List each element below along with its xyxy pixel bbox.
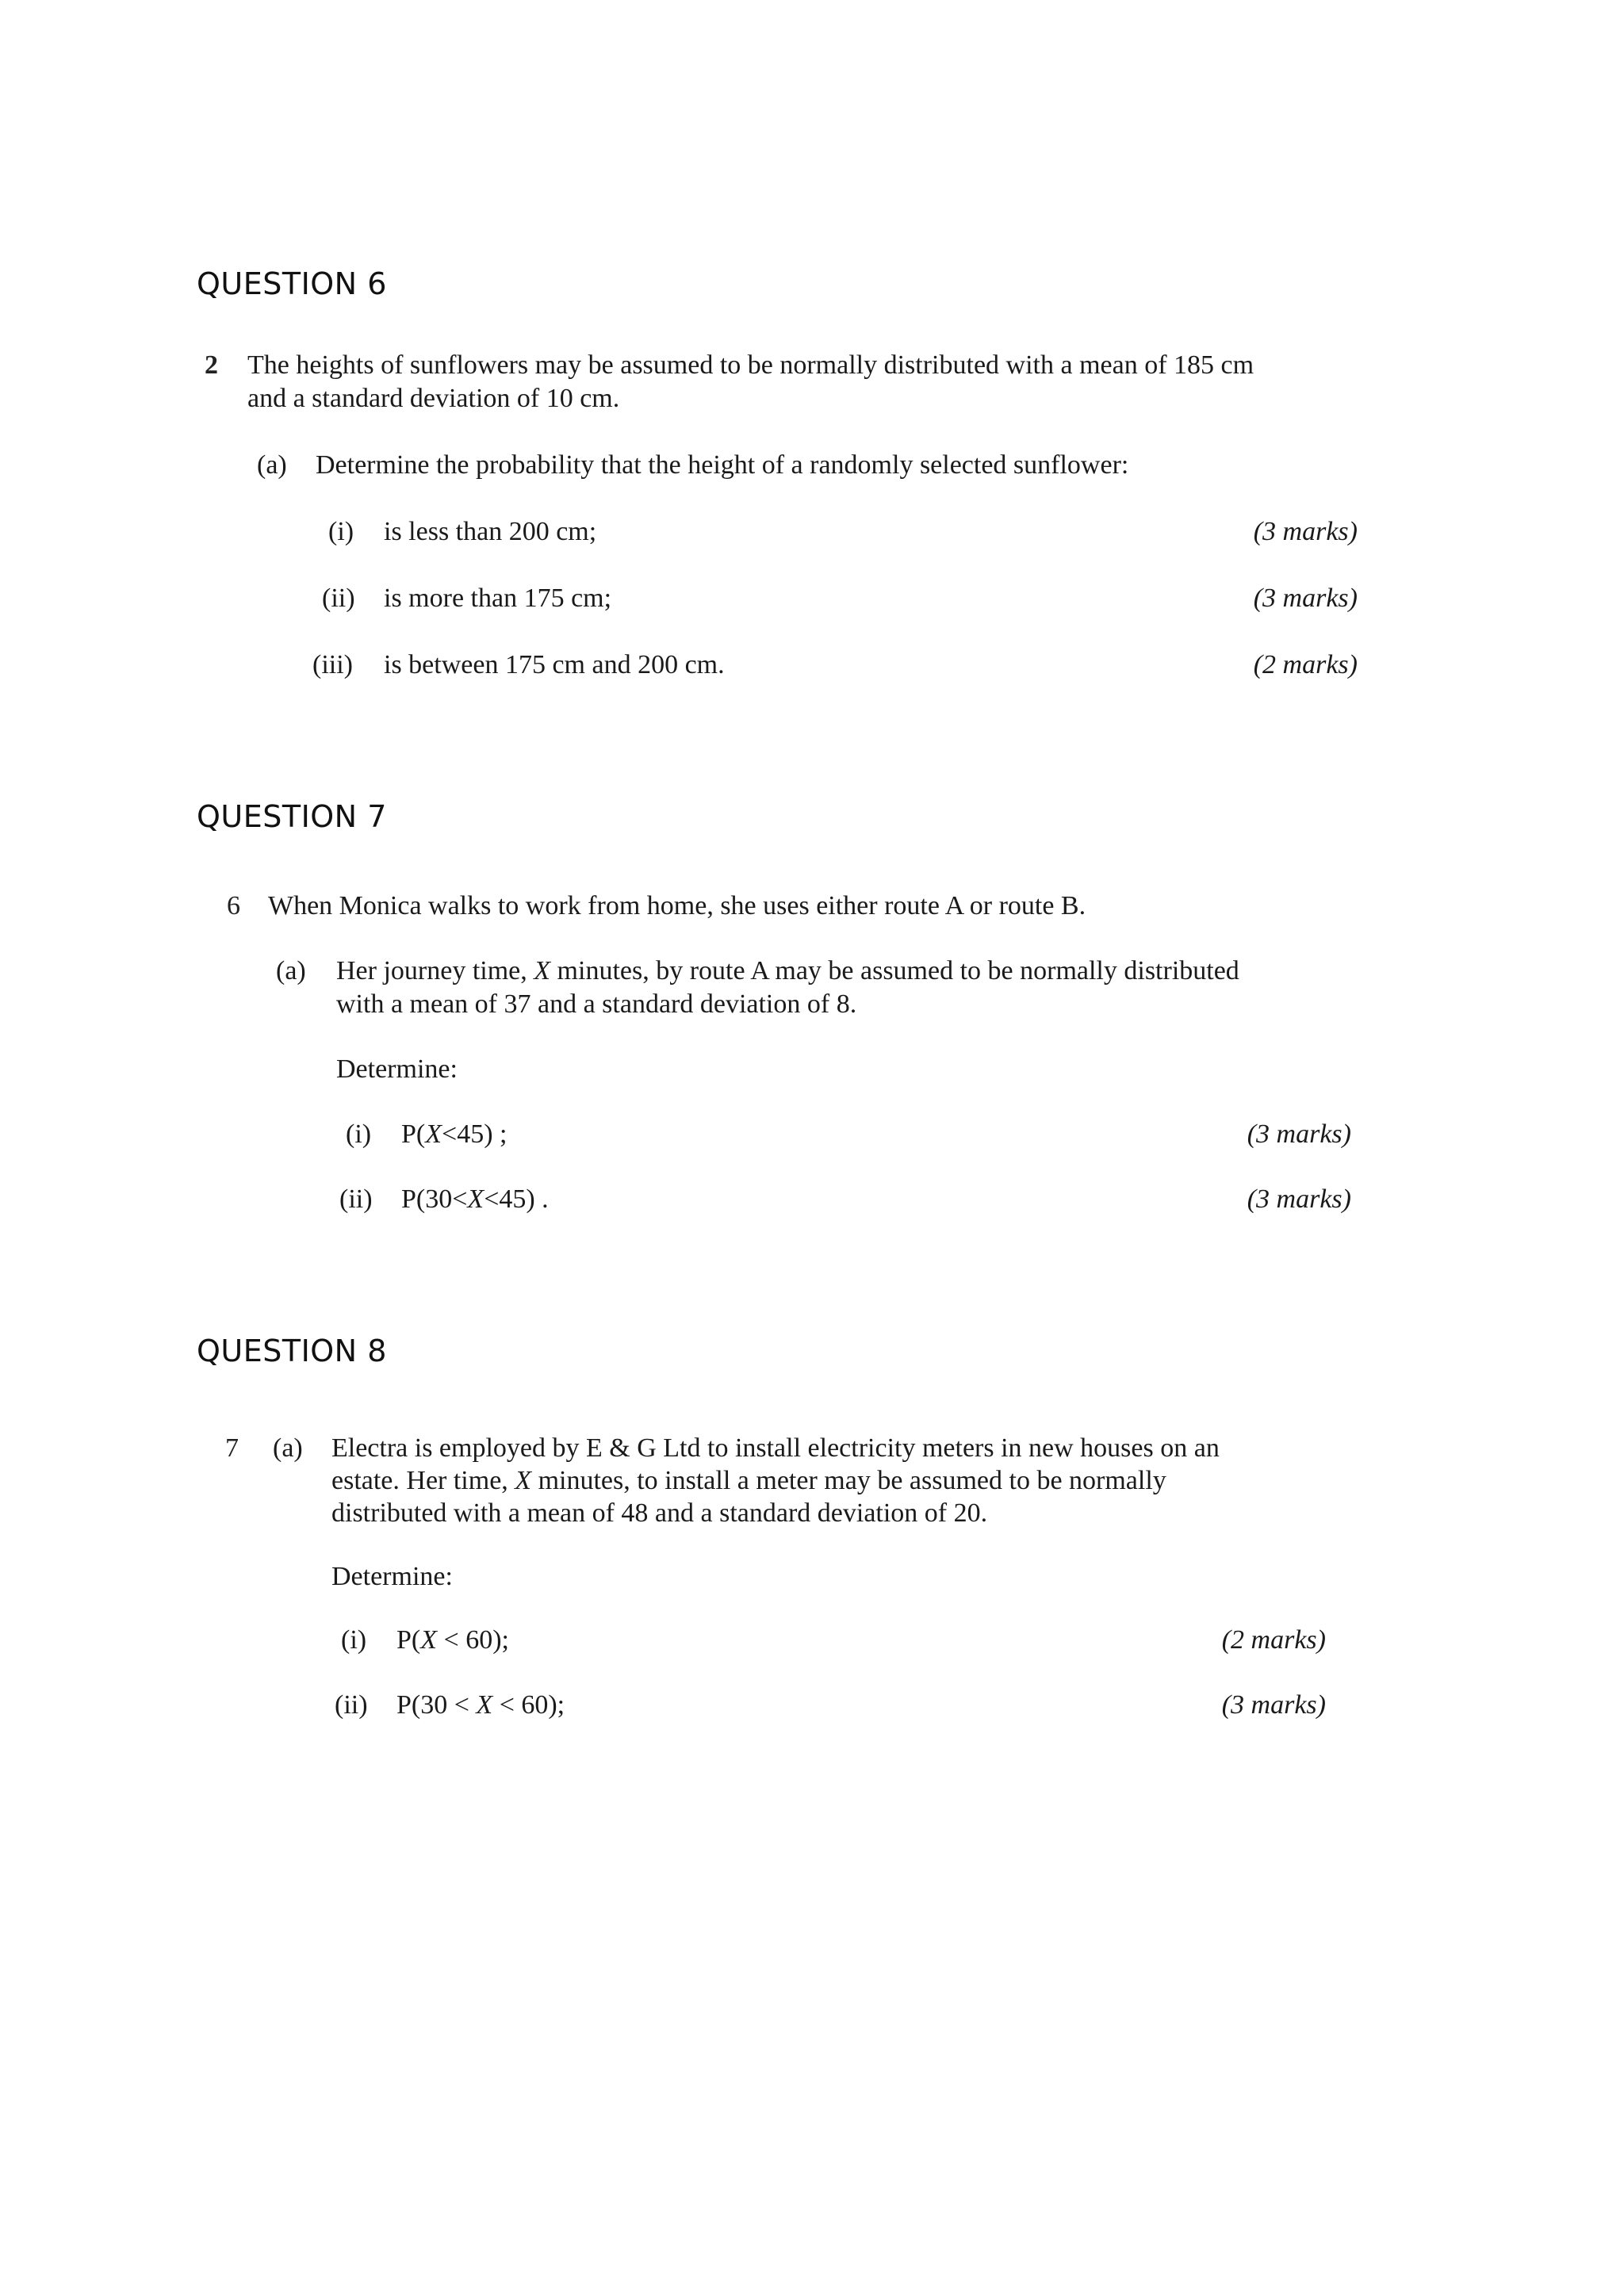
q6-stem-line-1: The heights of sunflowers may be assumed to be normally distributed with a mean of 185 cm	[247, 350, 1254, 380]
q7-item-ii-marks: (3 marks)	[1247, 1184, 1351, 1214]
q8-item-ii-expression: P(30 < X < 60);	[396, 1690, 565, 1720]
q6-item-ii-marks: (3 marks)	[1253, 584, 1358, 613]
q7-item-i-label: (i)	[346, 1119, 372, 1149]
question-7-heading: QUESTION 7	[197, 799, 387, 834]
q8-item-i-expression: P(X < 60);	[396, 1625, 509, 1655]
q7-item-ii-expression: P(30<X<45) .	[401, 1184, 549, 1214]
q7-number: 6	[227, 891, 240, 920]
q7-item-i-expression: P(X<45) ;	[401, 1119, 508, 1149]
q8-item-ii-label: (ii)	[335, 1690, 368, 1720]
q8-item-i-marks: (2 marks)	[1221, 1625, 1326, 1655]
q6-part-a-label: (a)	[257, 450, 287, 480]
q7-stem: When Monica walks to work from home, she uses either route A or route B.	[268, 891, 1086, 920]
q7-part-a-label: (a)	[276, 956, 306, 985]
q8-part-a-label: (a)	[273, 1433, 303, 1463]
q8-part-a-line-3: distributed with a mean of 48 and a standard deviation of 20.	[331, 1498, 988, 1528]
q6-item-iii-marks: (2 marks)	[1253, 650, 1358, 679]
question-6-heading: QUESTION 6	[197, 266, 387, 301]
q6-item-i-label: (i)	[328, 517, 354, 546]
q8-number: 7	[225, 1433, 239, 1463]
q6-part-a-text: Determine the probability that the height of a randomly selected sunflower:	[316, 450, 1129, 480]
q6-item-i-marks: (3 marks)	[1253, 517, 1358, 546]
q6-item-ii-label: (ii)	[322, 584, 355, 613]
q8-part-a-line-2: estate. Her time, X minutes, to install a meter may be assumed to be normally	[331, 1466, 1166, 1495]
q7-part-a-line-2: with a mean of 37 and a standard deviation of 8.	[336, 989, 857, 1019]
q7-item-i-marks: (3 marks)	[1247, 1119, 1351, 1149]
q8-item-ii-marks: (3 marks)	[1221, 1690, 1326, 1720]
q6-item-iii-text: is between 175 cm and 200 cm.	[384, 650, 725, 679]
q8-item-i-label: (i)	[341, 1625, 367, 1655]
q7-determine: Determine:	[336, 1054, 458, 1084]
q8-part-a-line-1: Electra is employed by E & G Ltd to install electricity meters in new houses on an	[331, 1433, 1220, 1463]
q6-stem-line-2: and a standard deviation of 10 cm.	[247, 384, 620, 413]
question-8-heading: QUESTION 8	[197, 1334, 387, 1368]
q8-determine: Determine:	[331, 1562, 453, 1591]
q7-part-a-line-1: Her journey time, X minutes, by route A may be assumed to be normally distributed	[336, 956, 1239, 985]
q6-item-iii-label: (iii)	[312, 650, 353, 679]
q6-number: 2	[205, 350, 218, 380]
q7-item-ii-label: (ii)	[339, 1184, 373, 1214]
q6-item-ii-text: is more than 175 cm;	[384, 584, 612, 613]
q6-item-i-text: is less than 200 cm;	[384, 517, 597, 546]
